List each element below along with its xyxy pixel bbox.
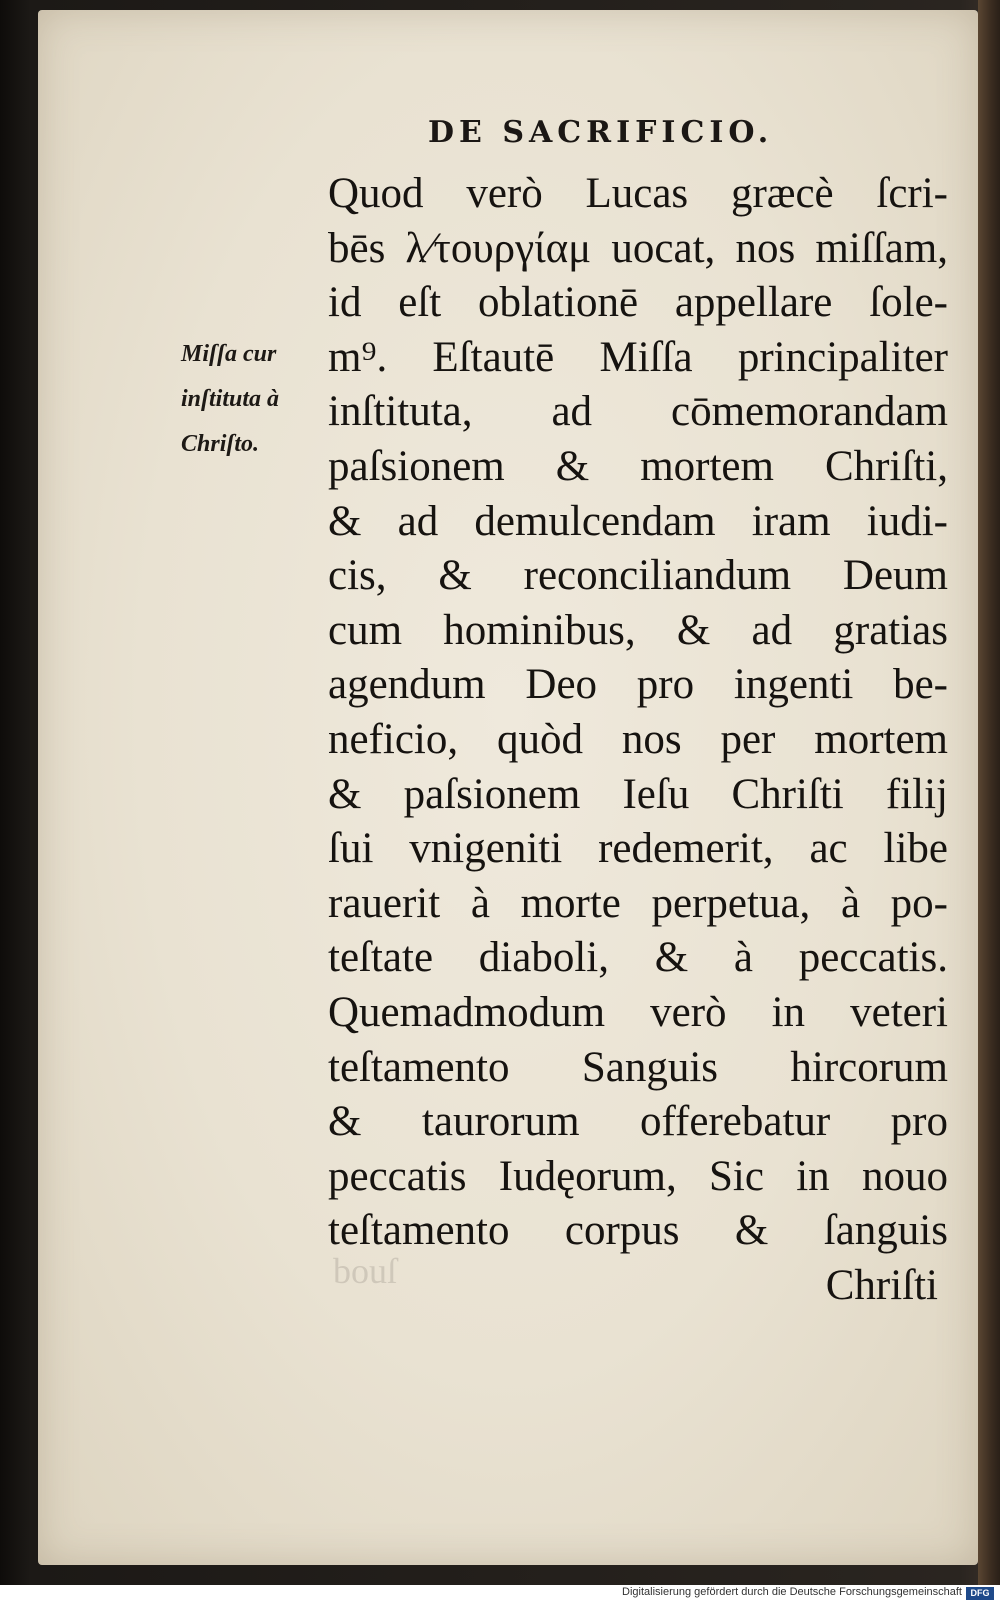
running-head: DE SACRIFICIO. — [428, 115, 774, 150]
text-line: teſtate diaboli, & à peccatis. — [328, 934, 948, 982]
book-binding-edge — [978, 0, 1000, 1585]
text-line: Quemadmodum verò in veteri — [328, 988, 948, 1036]
text-line: inſtituta, ad cōmemorandam — [328, 388, 948, 436]
text-line: id eſt oblationē appellare ſole- — [328, 279, 948, 327]
text-line: bēs λ⁄τουργίαμ uocat, nos miſſam, — [328, 224, 948, 272]
text-line: paſsionem & mortem Chriſti, — [328, 442, 948, 490]
text-line: ſui vnigeniti redemerit, ac libe — [328, 825, 948, 873]
catchword: Chriſti — [825, 1261, 938, 1309]
text-line: cis, & reconciliandum Deum — [328, 552, 948, 600]
margin-note — [181, 332, 321, 467]
book-page — [38, 10, 978, 1565]
text-line: teſtamento Sanguis hircorum — [328, 1043, 948, 1091]
text-line: m⁹. Eſtautē Miſſa principaliter — [328, 333, 948, 381]
digitization-footer — [0, 1585, 1000, 1603]
text-line: peccatis Iudęorum, Sic in nouo — [328, 1152, 948, 1200]
margin-note-line: inſtituta à — [181, 386, 280, 412]
margin-note-line: Miſſa cur — [181, 341, 277, 367]
text-line: & taurorum offerebatur pro — [328, 1098, 948, 1146]
margin-note-line: Chriſto. — [181, 431, 260, 457]
dfg-logo-icon: DFG — [966, 1587, 994, 1600]
text-line: teſtamento corpus & ſanguis — [328, 1207, 948, 1255]
main-text-block — [328, 167, 948, 1313]
text-line: neficio, quòd nos per mortem — [328, 715, 948, 763]
text-line: Quod verò Lucas græcè ſcri- — [328, 170, 948, 217]
text-line: agendum Deo pro ingenti be- — [328, 661, 948, 709]
text-line: rauerit à morte perpetua, à po- — [328, 879, 948, 927]
funding-credit: Digitalisierung gefördert durch die Deutsche Forschungsgemeinschaft — [622, 1586, 962, 1598]
text-line: & paſsionem Ieſu Chriſti filij — [328, 770, 948, 818]
bleed-through-text: bouſ — [333, 1251, 398, 1291]
text-line: & ad demulcendam iram iudi- — [328, 497, 948, 545]
text-line: cum hominibus, & ad gratias — [328, 606, 948, 654]
